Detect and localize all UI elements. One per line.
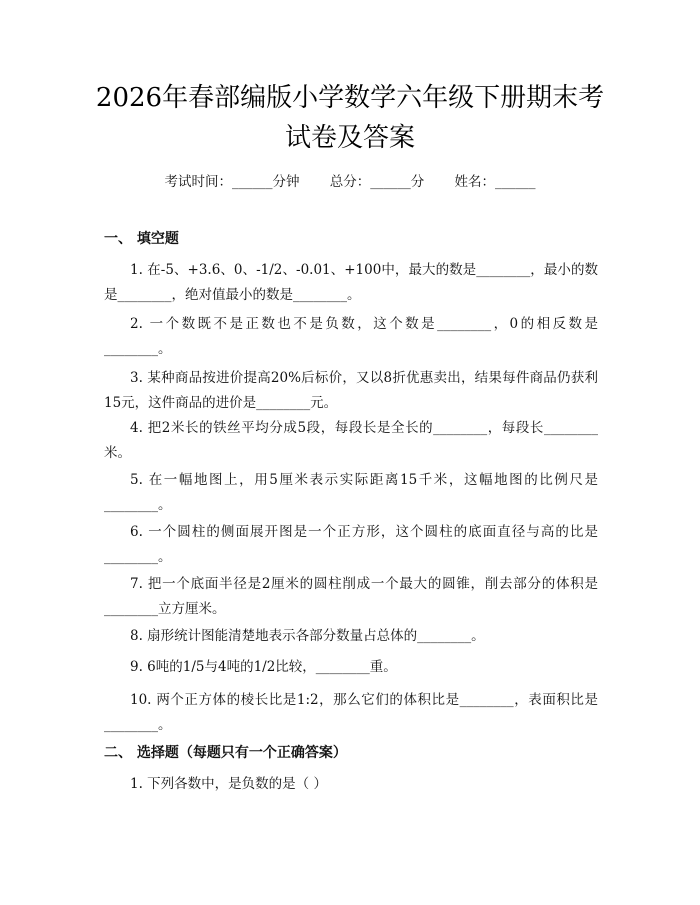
question-1-10: 10. 两个正方体的棱长比是1:2，那么它们的体积比是________，表面积比是________。: [104, 692, 598, 733]
question-1-7: 7. 把一个底面半径是2厘米的圆柱削成一个最大的圆锥，削去部分的体积是________立方厘米。: [104, 576, 598, 617]
question-1-9: 9. 6吨的1/5与4吨的1/2比较，________重。: [130, 659, 397, 675]
total-score-field: 总分：______分: [329, 174, 425, 190]
question-1-3: 3. 某种商品按进价提高20%后标价，又以8折优惠卖出，结果每件商品仍获利15元，这件商品的进价是________元。: [104, 370, 598, 411]
exam-meta: [0, 170, 700, 190]
question-2-1: 1. 下列各数中，是负数的是（ ）: [130, 776, 327, 792]
question-1-2: 2. 一个数既不是正数也不是负数，这个数是________，0的相反数是________。: [104, 316, 598, 357]
section-1-heading: 一、 填空题: [104, 231, 179, 247]
document-title: [60, 78, 640, 158]
title-line-1: 2026年春部编版小学数学六年级下册期末考: [95, 83, 605, 113]
question-1-1: 1. 在-5、+3.6、0、-1/2、-0.01、+100中，最大的数是________，最小的数是________，绝对值最小的数是________。: [104, 262, 598, 303]
section-2-heading: 二、 选择题（每题只有一个正确答案）: [104, 745, 347, 761]
question-1-5: 5. 在一幅地图上，用5厘米表示实际距离15千米，这幅地图的比例尺是________。: [104, 472, 598, 513]
title-line-2: 试卷及答案: [284, 123, 415, 153]
question-1-6: 6. 一个圆柱的侧面展开图是一个正方形，这个圆柱的底面直径与高的比是________。: [104, 524, 598, 565]
name-field: 姓名：______: [454, 174, 536, 190]
question-1-4: 4. 把2米长的铁丝平均分成5段，每段长是全长的________，每段长________米。: [104, 420, 598, 461]
question-1-8: 8. 扇形统计图能清楚地表示各部分数量占总体的________。: [130, 628, 485, 644]
exam-time-field: 考试时间：______分钟: [164, 174, 300, 190]
